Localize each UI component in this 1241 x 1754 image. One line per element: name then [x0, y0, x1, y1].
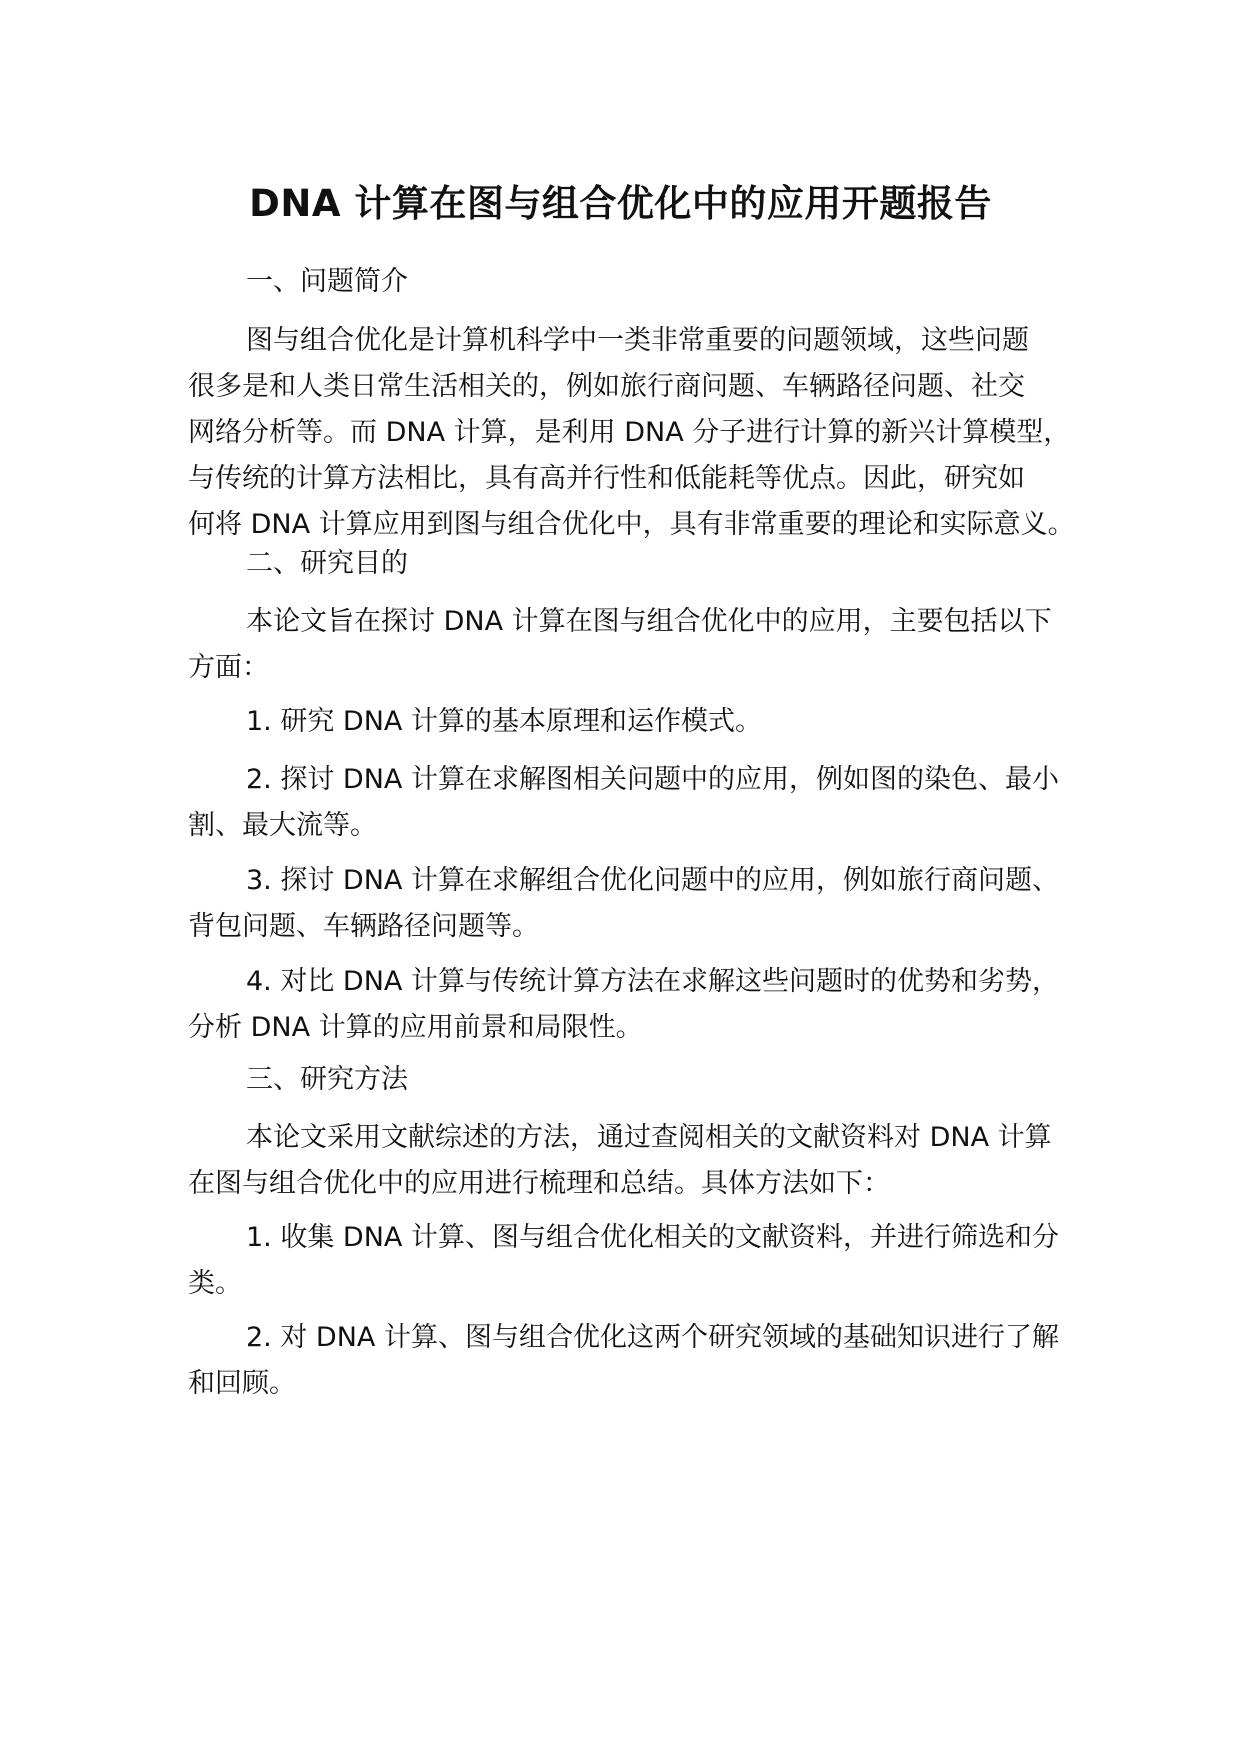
paragraph-research-goal-intro [188, 599, 1068, 691]
paragraph-line: 3. 探讨 DNA 计算在求解组合优化问题中的应用，例如旅行商问题、 [246, 865, 1059, 896]
paragraph-line: 1. 收集 DNA 计算、图与组合优化相关的文献资料，并进行筛选和分 [246, 1222, 1059, 1253]
list-item-method-2 [188, 1315, 1068, 1407]
paragraph-line: 本论文采用文献综述的方法，通过查阅相关的文献资料对 DNA 计算 [246, 1122, 1052, 1153]
paragraph-line: 2. 对 DNA 计算、图与组合优化这两个研究领域的基础知识进行了解 [246, 1322, 1059, 1353]
paragraph-line: 4. 对比 DNA 计算与传统计算方法在求解这些问题时的优势和劣势， [246, 966, 1059, 997]
paragraph-line: 和回顾。 [188, 1368, 296, 1399]
list-item-goal-3 [188, 858, 1068, 950]
section-heading-research-goal [188, 541, 1068, 587]
paragraph-line: 何将 DNA 计算应用到图与组合优化中，具有非常重要的理论和实际意义。 [188, 509, 1075, 540]
paragraph-line: 网络分析等。而 DNA 计算，是利用 DNA 分子进行计算的新兴计算模型， [188, 417, 1071, 448]
paragraph-line: 割、最大流等。 [188, 810, 377, 841]
section-heading: 三、研究方法 [246, 1064, 408, 1095]
paragraph-line: 与传统的计算方法相比，具有高并行性和低能耗等优点。因此，研究如 [188, 463, 1025, 494]
paragraph-line: 在图与组合优化中的应用进行梳理和总结。具体方法如下： [188, 1168, 890, 1199]
section-heading-problem-intro [188, 259, 1068, 305]
section-heading-research-method [188, 1057, 1068, 1103]
paragraph-line: 类。 [188, 1268, 242, 1299]
paragraph-line: 1. 研究 DNA 计算的基本原理和运作模式。 [246, 706, 762, 737]
paragraph-line: 背包问题、车辆路径问题等。 [188, 911, 539, 942]
paragraph-line: 很多是和人类日常生活相关的，例如旅行商问题、车辆路径问题、社交 [188, 371, 1025, 402]
paragraph-line: 方面： [188, 652, 269, 683]
paragraph-problem-intro [188, 318, 1075, 548]
section-heading: 一、问题简介 [246, 266, 408, 297]
paragraph-research-method-intro [188, 1115, 1068, 1207]
list-item-goal-1 [188, 699, 1068, 745]
list-item-goal-4 [188, 959, 1068, 1051]
document-title: DNA 计算在图与组合优化中的应用开题报告 [249, 182, 992, 225]
section-heading: 二、研究目的 [246, 548, 408, 579]
paragraph-line: 2. 探讨 DNA 计算在求解图相关问题中的应用，例如图的染色、最小 [246, 764, 1059, 795]
paragraph-line: 本论文旨在探讨 DNA 计算在图与组合优化中的应用，主要包括以下 [246, 606, 1052, 637]
list-item-method-1 [188, 1215, 1068, 1307]
paragraph-line: 分析 DNA 计算的应用前景和局限性。 [188, 1012, 643, 1043]
list-item-goal-2 [188, 757, 1068, 849]
paragraph-line: 图与组合优化是计算机科学中一类非常重要的问题领域，这些问题 [246, 325, 1029, 356]
